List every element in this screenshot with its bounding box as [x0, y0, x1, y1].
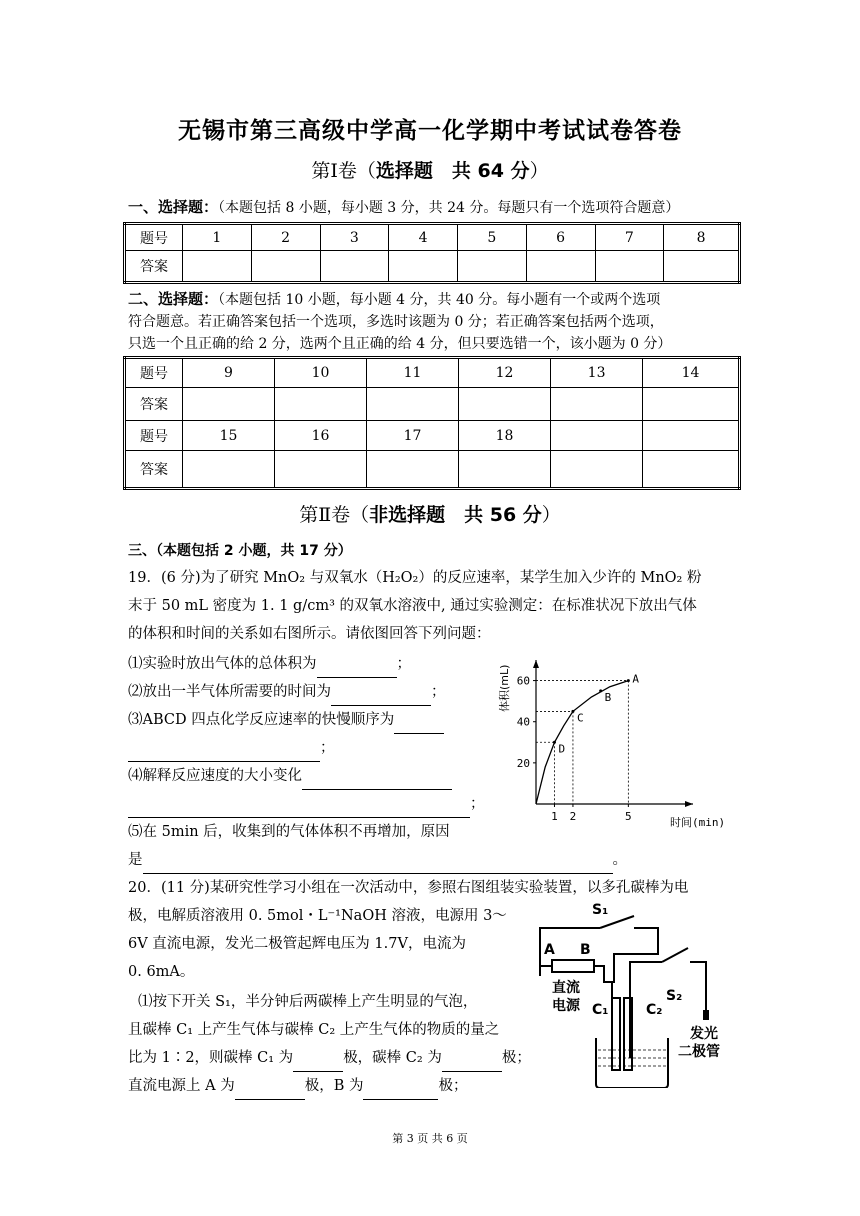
label-c2: C₂	[646, 1002, 663, 1018]
label-s2: S₂	[666, 988, 683, 1004]
switch-s2-lever	[662, 948, 688, 962]
question-number: 13	[551, 358, 643, 388]
question-number: 16	[275, 421, 367, 451]
answer-cell[interactable]	[367, 388, 459, 421]
q20-line3: 6V 直流电源，发光二极管起辉电压为 1.7V，电流为	[128, 936, 466, 952]
answer-blank[interactable]	[302, 771, 452, 790]
data-point-A	[627, 679, 630, 682]
point-label-A: A	[632, 672, 639, 686]
row-label: 答案	[125, 251, 183, 283]
answer-table-1	[123, 222, 741, 284]
q20-line7-text-c: 极；	[501, 1050, 531, 1066]
answer-blank[interactable]	[363, 1081, 438, 1100]
answer-blank[interactable]	[331, 687, 431, 706]
answer-blank[interactable]	[128, 743, 320, 762]
question-number: 2	[251, 224, 320, 251]
label-c1: C₁	[592, 1002, 609, 1018]
point-label-D: D	[558, 742, 566, 756]
row-label: 题号	[125, 421, 183, 451]
point-label-C: C	[576, 711, 584, 725]
q19-q5-prefix: 是	[128, 852, 143, 868]
carbon-rod-c1	[612, 998, 620, 1070]
point-label-B: B	[604, 690, 612, 704]
q19-line3: 的体积和时间的关系如右图所示。请依图回答下列问题：	[128, 626, 491, 642]
answer-cell[interactable]	[643, 388, 740, 421]
label-power-1: 直流	[552, 980, 580, 996]
page-footer: 第 3 页 共 6 页	[392, 1132, 468, 1145]
q20-line7-text-a: 比为 1∶2，则碳棒 C₁ 为	[128, 1050, 294, 1066]
part2-bold: 非选择题 共 56 分	[369, 504, 542, 526]
q20-line6: 且碳棒 C₁ 上产生气体与碳棒 C₂ 上产生气体的物质的量之	[128, 1022, 500, 1038]
q19-q4-text: ⑷解释反应速度的大小变化	[128, 768, 302, 784]
question-number: 10	[275, 358, 367, 388]
q20-line8-text-a: 直流电源上 A 为	[128, 1078, 235, 1094]
section2-line3: 只选一个且正确的给 2 分，选两个且正确的给 4 分，但只要选错一个，该小题为 0 分）	[128, 336, 672, 352]
semicolon: ；	[431, 684, 446, 700]
section2-heading	[128, 288, 743, 355]
x-axis-label: 时间(min)	[670, 816, 726, 829]
section1-label: 一、选择题：	[128, 198, 219, 216]
answer-cell[interactable]	[275, 388, 367, 421]
question-number: 17	[367, 421, 459, 451]
part1-bold: 选择题 共 64 分	[375, 160, 530, 182]
period: 。	[612, 852, 627, 868]
q20-line8-text-c: 极；	[438, 1078, 468, 1094]
part1-suffix: ）	[529, 160, 549, 182]
part2-prefix: 第Ⅱ卷（	[299, 504, 370, 526]
answer-cell[interactable]	[275, 451, 367, 489]
q20-line5: ⑴按下开关 S₁，半分钟后两碳棒上产生明显的气泡，	[138, 994, 478, 1010]
q20-line8-text-b: 极，B 为	[304, 1078, 364, 1094]
section2-line2: 符合题意。若正确答案包括一个选项，多选时该题为 0 分；若正确答案包括两个选项，	[128, 314, 664, 330]
y-axis-arrow	[533, 660, 539, 668]
question-number: 8	[664, 224, 740, 251]
answer-cell[interactable]	[367, 451, 459, 489]
y-tick-label: 60	[516, 674, 530, 688]
wire-b	[594, 954, 650, 982]
wire-top-right	[634, 928, 658, 954]
x-tick-label: 1	[551, 810, 558, 823]
data-point-D	[553, 741, 556, 744]
chart-points	[553, 673, 639, 756]
semicolon: ；	[470, 796, 485, 812]
part2-suffix: ）	[541, 504, 561, 526]
label-power-2: 电源	[552, 998, 580, 1014]
answer-cell[interactable]	[389, 251, 458, 283]
question-number: 12	[459, 358, 551, 388]
power-supply-box	[552, 960, 594, 972]
answer-cell[interactable]	[251, 251, 320, 283]
section1-text: （本题包括 8 小题，每小题 3 分，共 24 分。每题只有一个选项符合题意）	[218, 200, 680, 216]
q20-line1: 20．(11 分)某研究性学习小组在一次活动中，参照右图组装实验装置，以多孔碳棒为电	[128, 880, 689, 896]
section2-line1: （本题包括 10 小题，每小题 4 分，共 40 分。每小题有一个或两个选项	[218, 292, 661, 308]
x-axis-arrow	[685, 801, 693, 807]
part2-heading	[0, 500, 860, 527]
question-number	[643, 421, 740, 451]
question-number: 7	[595, 224, 664, 251]
q19-q2-text: ⑵放出一半气体所需要的时间为	[128, 684, 331, 700]
semicolon: ；	[320, 740, 335, 756]
answer-cell[interactable]	[595, 251, 664, 283]
q19-q3-text: ⑶ABCD 四点化学反应速率的快慢顺序为	[128, 712, 395, 728]
row-label: 题号	[125, 224, 183, 251]
answer-cell[interactable]	[459, 388, 551, 421]
q20-line4: 0. 6mA。	[128, 964, 195, 980]
chart-axes	[533, 660, 693, 807]
question-number: 5	[458, 224, 527, 251]
answer-cell[interactable]	[183, 388, 275, 421]
answer-cell[interactable]	[183, 451, 275, 489]
question-number: 11	[367, 358, 459, 388]
part1-prefix: 第Ⅰ卷（	[311, 160, 376, 182]
q20-line2: 极，电解质溶液用 0. 5mol・L⁻¹NaOH 溶液，电源用 3～	[128, 908, 507, 924]
question-number: 14	[643, 358, 740, 388]
data-point-B	[599, 689, 602, 692]
x-tick-label: 5	[625, 810, 632, 823]
page-title: 无锡市第三高级中学高一化学期中考试试卷答卷	[178, 118, 682, 144]
answer-blank[interactable]	[317, 659, 397, 678]
q19-line2: 末于 50 mL 密度为 1. 1 g/cm³ 的双氧水溶液中, 通过实验测定：在标准状况下放出气体	[128, 598, 697, 614]
electrolysis-apparatus-diagram	[530, 898, 746, 1088]
chart-guides	[536, 681, 628, 804]
label-led-2: 二极管	[678, 1044, 720, 1060]
question-number: 18	[459, 421, 551, 451]
answer-blank[interactable]	[394, 715, 444, 734]
answer-blank[interactable]	[293, 1053, 343, 1072]
section1-heading	[128, 196, 748, 219]
y-axis-label: 体积(mL)	[498, 664, 511, 712]
section3-heading: 三、（本题包括 2 小题，共 17 分）	[128, 543, 352, 559]
question-number: 1	[183, 224, 252, 251]
label-led-1: 发光	[690, 1026, 718, 1042]
answer-blank[interactable]	[235, 1081, 305, 1100]
answer-cell[interactable]	[526, 251, 595, 283]
answer-table-2	[123, 356, 741, 490]
answer-blank[interactable]	[442, 1053, 502, 1072]
row-label: 题号	[125, 358, 183, 388]
answer-blank[interactable]	[128, 799, 470, 818]
wire-led	[690, 962, 706, 1010]
answer-cell[interactable]	[320, 251, 389, 283]
q19-q5-text: ⑸在 5min 后，收集到的气体体积不再增加，原因	[128, 824, 450, 840]
volume-time-chart	[488, 652, 738, 834]
label-s1: S₁	[592, 902, 609, 918]
answer-cell[interactable]	[551, 451, 643, 489]
row-label: 答案	[125, 388, 183, 421]
data-point-C	[571, 710, 574, 713]
x-tick-label: 2	[569, 810, 577, 823]
question-number: 3	[320, 224, 389, 251]
label-b: B	[580, 942, 591, 958]
question-number: 9	[183, 358, 275, 388]
answer-cell[interactable]	[459, 451, 551, 489]
answer-cell[interactable]	[664, 251, 740, 283]
chart-ticks	[517, 675, 632, 823]
section2-label: 二、选择题：	[128, 290, 219, 308]
answer-blank[interactable]	[143, 855, 613, 874]
q19-questions	[128, 650, 488, 846]
answer-cell[interactable]	[643, 451, 740, 489]
q19-q5-line	[128, 846, 627, 874]
answer-cell[interactable]	[458, 251, 527, 283]
semicolon: ；	[396, 656, 411, 672]
question-number: 15	[183, 421, 275, 451]
question-number	[551, 421, 643, 451]
led-icon	[703, 1010, 709, 1020]
label-a: A	[544, 942, 555, 958]
q19-line1: 19．(6 分)为了研究 MnO₂ 与双氧水（H₂O₂）的反应速率，某学生加入少许的 MnO₂ 粉	[128, 570, 702, 586]
y-tick-label: 20	[516, 756, 530, 770]
q20-body	[128, 902, 528, 1044]
question-number: 6	[526, 224, 595, 251]
part1-heading	[0, 156, 860, 183]
q19-q1-text: ⑴实验时放出气体的总体积为	[128, 656, 317, 672]
q20-line7-text-b: 极，碳棒 C₂ 为	[343, 1050, 442, 1066]
question-number: 4	[389, 224, 458, 251]
q19-intro	[128, 564, 748, 648]
row-label: 答案	[125, 451, 183, 489]
answer-cell[interactable]	[551, 388, 643, 421]
y-tick-label: 40	[516, 715, 530, 729]
answer-cell[interactable]	[183, 251, 252, 283]
